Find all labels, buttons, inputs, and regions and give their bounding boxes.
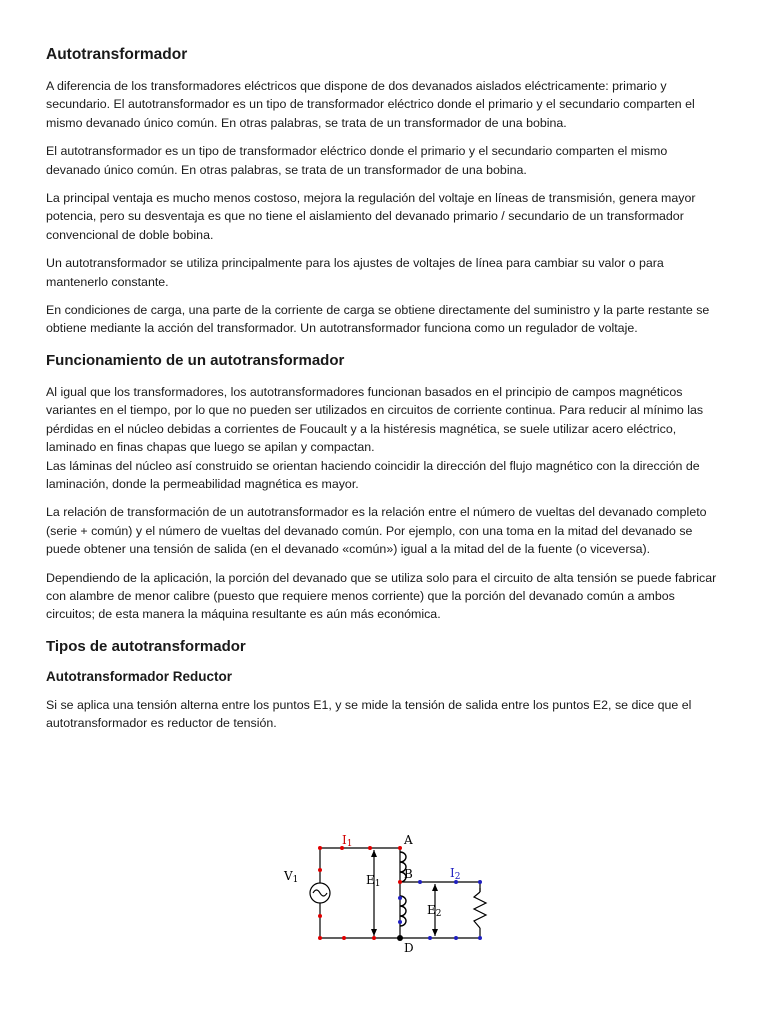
intro-paragraph-1: A diferencia de los transformadores eléctricos que dispone de dos devanados aislados eléctricamente: primario y secundario. El autotransformador es un tipo de transformador eléctrico donde el primario y el secundario comparten el mismo devanado único común. En otras palabras, se trata de un transformador de una bobina. [46,79,695,130]
node-dot [318,868,322,872]
current-label-i2: I2 [450,866,461,882]
intro-paragraph-4: Un autotransformador se utiliza principalmente para los ajustes de voltajes de línea para cambiar su valor o para mantenerlo constante. [46,256,664,289]
reductor-paragraph: Si se aplica una tensión alterna entre los puntos E1, y se mide la tensión de salida entre los puntos E2, se dice que el autotransformador es reductor de tensión. [46,697,692,731]
intro-paragraph-5: En condiciones de carga, una parte de la corriente de carga se obtiene directamente del suministro y la parte restante se obtiene mediante la acción del transformador. Un autotransformador funciona como un regulador de voltaje. [46,303,710,336]
intro-paragraph-3: La principal ventaja es mucho menos costoso, mejora la regulación del voltaje en líneas de transmisión, genera mayor potencia, pero su desventaja es que no tiene el aislamiento del devanado primario / secundario de un transformador convencional de doble bobina. [46,191,696,242]
section-heading-funcionamiento: Funcionamiento de un autotransformador [46,351,345,369]
intro-paragraph-2: El autotransformador es un tipo de transformador eléctrico donde el primario y el secundario comparten el mismo devanado único común. En otras palabras, se trata de un transformador de una bobina. [46,144,668,177]
funcionamiento-paragraph-1-line1: Al igual que los transformadores, los autotransformadores funcionan basados en el principio de campos magnéticos variantes en el tiempo, por lo que no pueden ser utilizados en circuitos de corriente continua. Para reducir al mínimo las pérdidas en el núcleo debidas a corrientes de Foucault y a la histéresis magnética, se suele utilizar acero eléctrico, laminado en finas chapas que luego se apilan y compactan. [46,384,704,455]
funcionamiento-paragraph-2: La relación de transformación de un autotransformador es la relación entre el número de vueltas del devanado completo (serie + común) y el número de vueltas del devanado común. Por ejemplo, con una toma en la mitad del devanado se puede obtener una tensión de salida (en el devanado «común») igual a la mitad del de la fuente (o viceversa). [46,505,707,557]
document-page [46,46,724,743]
autotransformer-circuit-diagram [280,800,500,960]
node-dot [318,936,322,940]
node-dot-b [398,880,402,884]
node-label-b: B [404,867,413,881]
funcionamiento-paragraph-3: Dependiendo de la aplicación, la porción del devanado que se utiliza solo para el circuito de alta tensión se puede fabricar con alambre de menor calibre (puesto que requiere menos corriente) que la porción del devanado común a ambos circuitos; de esta manera la máquina resultante es aún más económica. [46,570,717,622]
e1-arrowhead-top [371,850,377,857]
node-dot [478,936,482,940]
node-label-d: D [404,941,414,955]
node-dot [454,936,458,940]
node-dot [428,936,432,940]
funcionamiento-paragraph-1 [46,383,724,493]
node-dot [318,846,322,850]
node-dot [478,880,482,884]
funcionamiento-paragraph-1-line2: Las láminas del núcleo así construido se orientan haciendo coincidir la dirección del flujo magnético con la dirección de laminación, donde la permeabilidad magnética es mayor. [46,458,700,491]
e1-arrowhead-bottom [371,929,377,936]
voltage-label-e1: E1 [366,873,381,889]
page-title: Autotransformador [46,46,188,63]
e2-arrowhead-top [432,884,438,891]
node-dot [398,846,402,850]
node-label-a: A [404,833,413,847]
node-dot [398,920,402,924]
node-dot [318,914,322,918]
node-dot [368,846,372,850]
node-dot [418,880,422,884]
node-dot [398,896,402,900]
node-dot [372,936,376,940]
subsection-heading-reductor: Autotransformador Reductor [46,668,233,684]
source-label-v1: V1 [284,869,299,885]
voltage-label-e2: E2 [427,903,442,919]
node-dot [342,936,346,940]
section-heading-tipos: Tipos de autotransformador [46,637,246,655]
current-label-i1: I1 [342,833,353,849]
node-dot-d [397,935,403,941]
e2-arrowhead-bottom [432,929,438,936]
